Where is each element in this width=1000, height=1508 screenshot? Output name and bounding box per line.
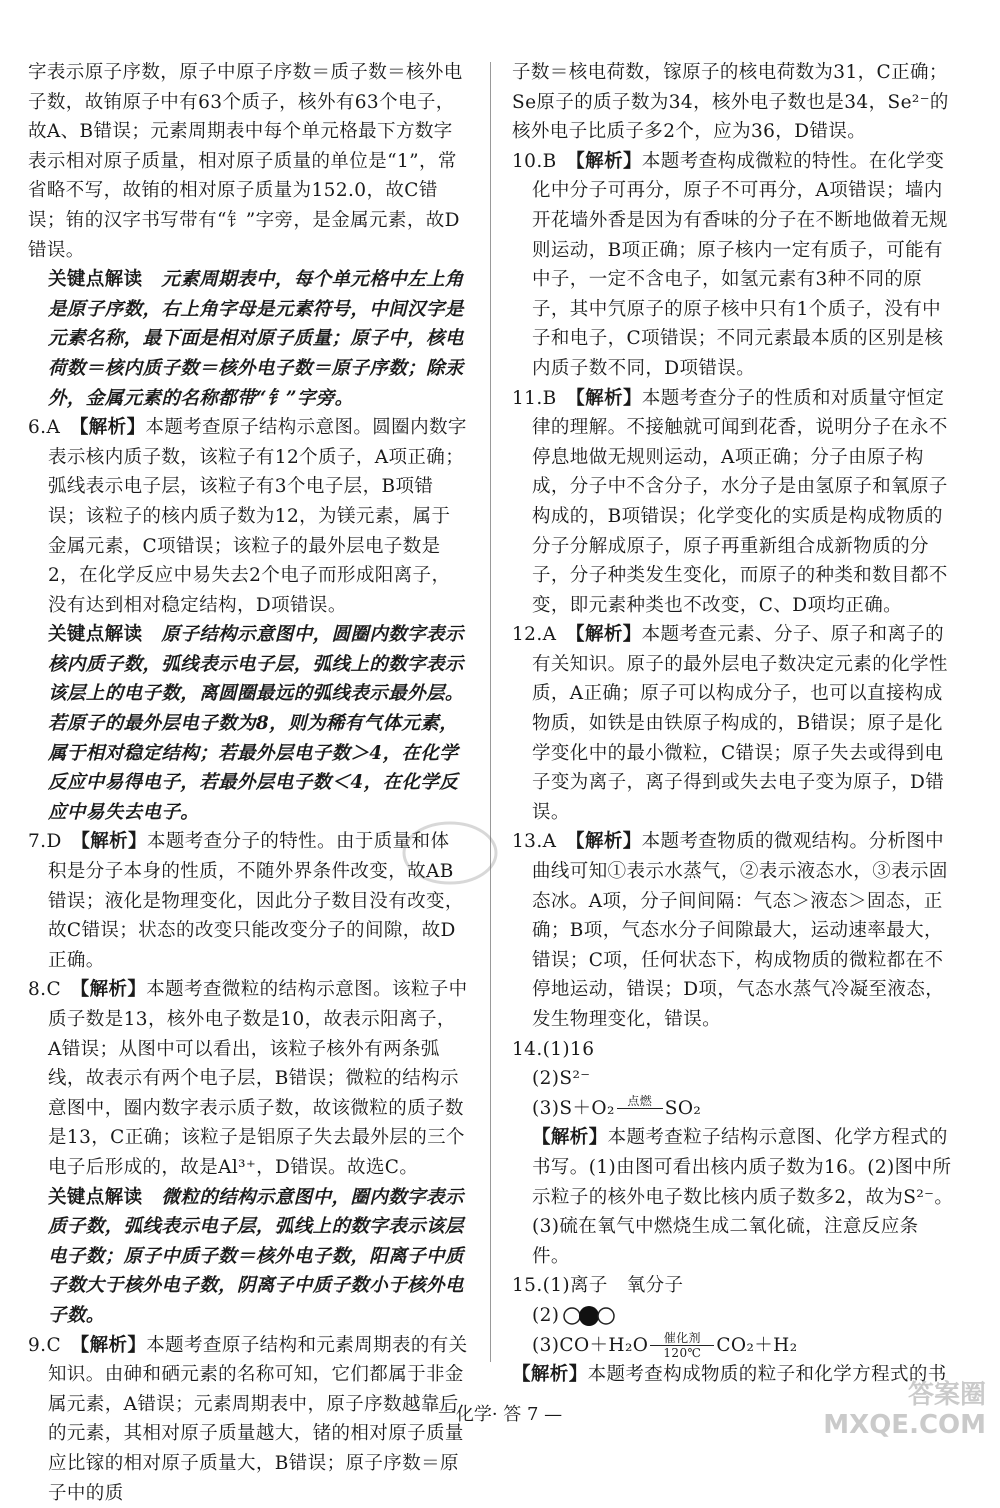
answer-15-analysis: 【解析】本题考查构成物质的粒子和化学方程式的书 [512, 1364, 947, 1386]
answer-11: 11.B 【解析】本题考查分子的性质和对质量守恒定律的理解。不接触就可闻到花香，说明分子在永不停息地做无规则运动，A项正确；分子由原子构成，分子中不含分子，水分子是由氢原子和氧原子构成的，B项错误；化学变化的实质是构成物质的分子分解成原子，原子再重新组合成新物质的分子，分子种类发生变化，而原子的种类和数目都不变，即元素种类也不改变，C、D项均正确。 [512, 387, 948, 616]
answer-9: 9.C 【解析】本题考查原子结构和元素周期表的有关知识。由砷和硒元素的名称可知，它们都属于非金属元素，A错误；元素周期表中，原子序数越靠后的元素，其相对原子质量越大，锗的相对原子质量应比镓的相对原子质量大，B错误；原子序数＝原子中的质 [28, 1334, 468, 1504]
watermark: 答案圈 MXQE.COM [823, 1380, 986, 1440]
right-column [512, 58, 956, 1390]
key-point-2: 关键点解读 原子结构示意图中，圆圈内数字表示核内质子数，弧线表示电子层，弧线上的数字表示该层上的电子数，离圆圈最远的弧线表示最外层。若原子的最外层电子数为8，则为稀有气体元素，属于相对稳定结构；若最外层电子数＞4，在化学反应中易得电子，若最外层电子数＜4，在化学反应中易失去电子。 [48, 624, 464, 823]
para-cont-left: 字表示原子序数，原子中原子序数＝质子数＝核外电子数，故铕原子中有63个质子，核外有63个电子，故A、B错误；元素周期表中每个单元格最下方数字表示相对原子质量，相对原子质量的单位是“1”，常省略不写，故铕的相对原子质量为152.0，故C错误；铕的汉字书写带有“钅”字旁，是金属元素，故D错误。 [28, 62, 463, 261]
answer-6: 6.A 【解析】本题考查原子结构示意图。圆圈内数字表示核内质子数，该粒子有12个质子，A项正确；弧线表示电子层，该粒子有3个电子层，B项错误；该粒子的核内质子数为12，为镁元素，属于金属元素，C项错误；该粒子的最外层电子数是2，在化学反应中易失去2个电子而形成阳离子，没有达到相对稳定结构，D项错误。 [28, 417, 467, 616]
answer-15-part2: (2) [512, 1301, 956, 1331]
molecule-model-icon [563, 1305, 615, 1327]
answer-14-part2: (2)S²⁻ [532, 1068, 591, 1090]
answer-8: 8.C 【解析】本题考查微粒的结构示意图。该粒子中质子数是13，核外电子数是10，故表示阳离子，A错误；从图中可以看出，该粒子核外有两条弧线，故表示有两个电子层，B错误；微粒的结构示意图中，圈内数字表示质子数，故该微粒的质子数是13，C正确；该粒子是铝原子失去最外层的三个电子后形成的，故是Al³⁺，D错误。故选C。 [28, 979, 468, 1178]
answer-14-analysis: 【解析】本题考查粒子结构示意图、化学方程式的书写。(1)由图可看出核内质子数为16。(2)图中所示粒子的核外电子数比核内质子数多2，故为S²⁻。(3)硫在氧气中燃烧生成二氧化硫，注意反应条件。 [532, 1127, 954, 1267]
answer-14-part1: 14.(1)16 [512, 1038, 595, 1060]
reaction-condition: 点燃 [617, 1094, 663, 1123]
left-column [28, 58, 468, 1508]
answer-13: 13.A 【解析】本题考查物质的微观结构。分析图中曲线可知①表示水蒸气，②表示液态水，③表示固态冰。A项，分子间间隔：气态＞液态＞固态，正确；B项，气态水分子间隙最大，运动速率最大，错误；C项，任何状态下，构成物质的微粒都在不停地运动，错误；D项，气态水蒸气冷凝至液态，发生物理变化，错误。 [512, 831, 948, 1030]
key-point-3: 关键点解读 微粒的结构示意图中，圈内数字表示质子数，弧线表示电子层，弧线上的数字表示该层电子数；原子中质子数＝核外电子数，阳离子中质子数大于核外电子数，阴离子中质子数小于核外电子数。 [48, 1186, 464, 1326]
para-cont-right: 子数＝核电荷数，镓原子的核电荷数为31，C正确；Se原子的质子数为34，核外电子数也是34，Se²⁻的核外电子比质子多2个，应为36，D错误。 [512, 62, 949, 143]
column-divider [490, 62, 491, 1362]
answer-7: 7.D 【解析】本题考查分子的特性。由于质量和体积是分子本身的性质，不随外界条件改变，故AB错误；液化是物理变化，因此分子数目没有改变，故C错误；状态的改变只能改变分子的间隙，故D正确。 [28, 831, 464, 971]
answer-14-equation: (3)S＋O₂ 点燃 SO₂ [512, 1094, 956, 1124]
answer-10: 10.B 【解析】本题考查构成微粒的特性。在化学变化中分子可再分，原子不可再分，A项错误；墙内开花墙外香是因为有香味的分子在不断地做着无规则运动，B项正确；原子核内一定有质子，可能有中子，一定不含电子，如氢元素有3种不同的原子，其中氕原子的原子核中只有1个质子，没有中子和电子，C项错误；不同元素最本质的区别是核内质子数不同，D项错误。 [512, 150, 948, 379]
answer-12: 12.A 【解析】本题考查元素、分子、原子和离子的有关知识。原子的最外层电子数决定元素的化学性质，A正确；原子可以构成分子，也可以直接构成物质，如铁是由铁原子构成的，B错误；原子是化学变化中的最小微粒，C错误；原子失去或得到电子变为离子，离子得到或失去电子变为原子，D错误。 [512, 624, 948, 823]
reaction-condition-2: $\frac{\text{催化剂}}{120℃}$ [650, 1331, 714, 1360]
page-footer: 一化学· 答 7 — [437, 1404, 563, 1425]
faint-stamp-icon [400, 818, 500, 888]
answer-15-equation: (3)CO＋H₂O $\frac{\text{催化剂}}{120℃}$ CO₂＋H₂ [532, 1331, 798, 1361]
key-point-1: 关键点解读 元素周期表中，每个单元格中左上角是原子序数，右上角字母是元素符号，中间汉字是元素名称，最下面是相对原子质量；原子中，核电荷数＝核内质子数＝核外电子数＝原子序数；除汞外，金属元素的名称都带“钅”字旁。 [48, 269, 464, 409]
answer-15-part1: 15.(1)离子 氧分子 [512, 1275, 684, 1297]
